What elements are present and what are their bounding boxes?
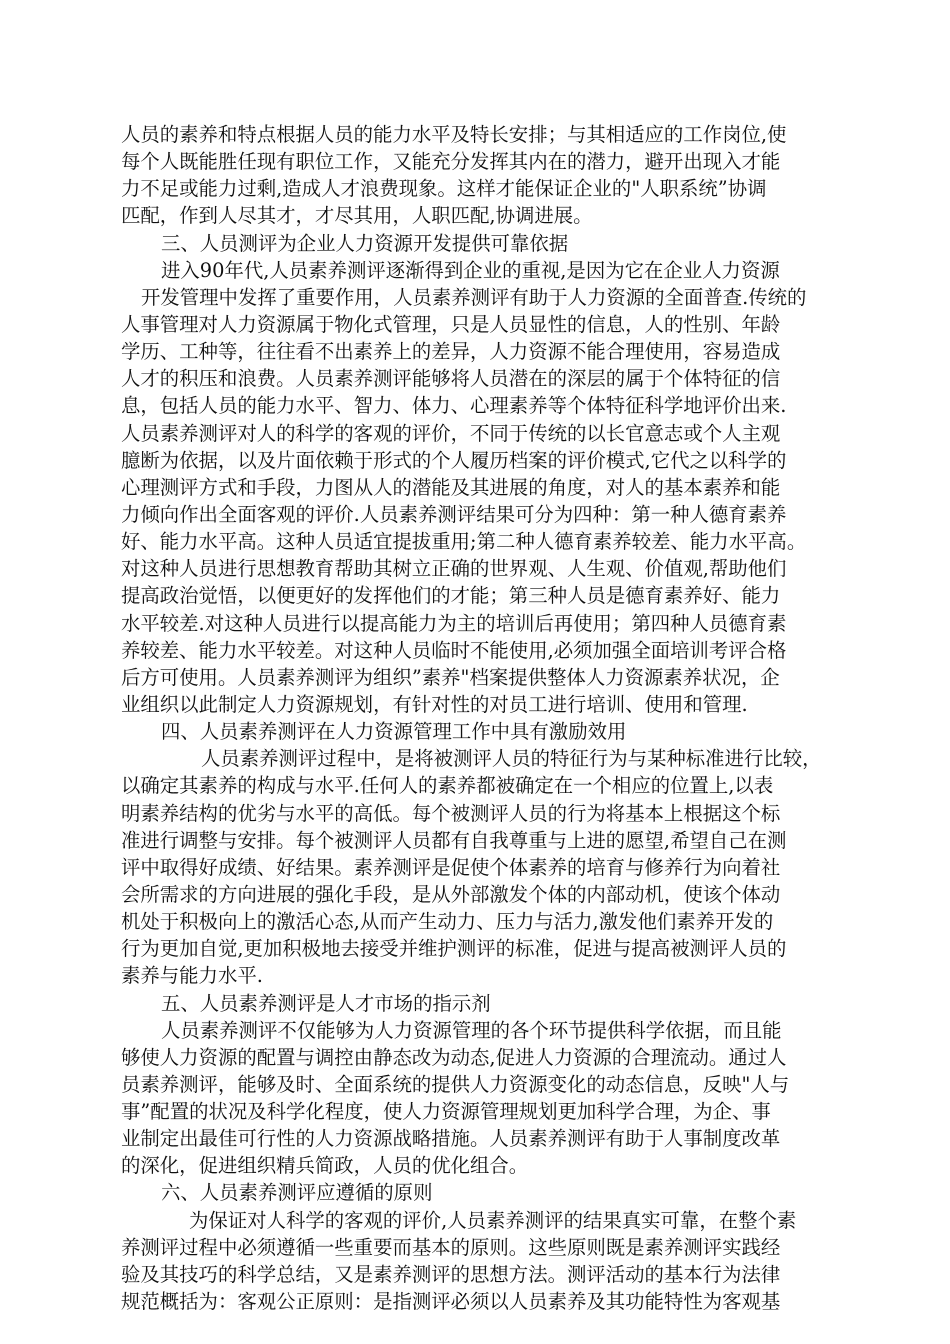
- body-text-line: 明素养结构的优劣与水平的高低。每个被测评人员的行为将基本上根据这个标: [121, 801, 781, 825]
- section-heading: 四、人员素养测评在人力资源管理工作中具有激励效用: [161, 720, 627, 744]
- body-text-line: 以确定其素养的构成与水平.任何人的素养都被确定在一个相应的位置上,以表: [121, 774, 774, 798]
- body-text-line: 学历、工种等，往往看不出素养上的差异，人力资源不能合理使用，容易造成: [121, 340, 781, 364]
- body-text-line: 人员素养测评过程中，是将被测评人员的特征行为与某种标准进行比较，: [201, 747, 822, 771]
- body-text-line: 素养与能力水平.: [121, 964, 263, 988]
- body-text-line: 员素养测评，能够及时、全面系统的提供人力资源变化的动态信息，反映"人与: [121, 1072, 790, 1096]
- body-text-line: 准进行调整与安排。每个被测评人员都有自我尊重与上进的愿望,希望自己在测: [121, 828, 787, 852]
- body-text-line: 够使人力资源的配置与调控由静态改为动态,促进人力资源的合理流动。通过人: [121, 1045, 787, 1069]
- body-text-line: 力不足或能力过剩,造成人才浪费现象。这样才能保证企业的"人职系统”协调: [121, 177, 767, 201]
- section-heading: 三、人员测评为企业人力资源开发提供可靠依据: [161, 231, 569, 255]
- section-heading: 五、人员素养测评是人才市场的指示剂: [161, 991, 491, 1015]
- body-text-line: 匹配，作到人尽其才，才尽其用，人职匹配,协调进展。: [121, 204, 593, 228]
- body-text-line: 好、能力水平高。这种人员适宜提拔重用;第二种人德育素养较差、能力水平高。: [121, 530, 807, 554]
- body-text-line: 会所需求的方向进展的强化手段，是从外部激发个体的内部动机，使该个体动: [121, 882, 781, 906]
- body-text-line: 人才的积压和浪费。人员素养测评能够将人员潜在的深层的属于个体特征的信: [121, 367, 781, 391]
- body-text-line: 水平较差.对这种人员进行以提高能力为主的培训后再使用；第四种人员德育素: [121, 611, 787, 635]
- body-text-line: 业制定出最佳可行性的人力资源战略措施。人员素养测评有助于人事制度改革: [121, 1127, 781, 1151]
- body-text-line: 人员素养测评对人的科学的客观的评价，不同于传统的以长官意志或个人主观: [121, 421, 781, 445]
- body-text-line: 业组织以此制定人力资源规划，有针对性的对员工进行培训、使用和管理.: [121, 692, 748, 716]
- body-text-line: 后方可使用。人员素养测评为组织”素养"档案提供整体人力资源素养状况，企: [121, 665, 780, 689]
- body-text-line: 养较差、能力水平较差。对这种人员临时不能使用,必须加强全面培训考评合格: [121, 638, 787, 662]
- body-text-line: 验及其技巧的科学总结，又是素养测评的思想方法。测评活动的基本行为法律: [121, 1262, 781, 1286]
- body-text-line: 人事管理对人力资源属于物化式管理，只是人员显性的信息，人的性别、年龄: [121, 312, 781, 336]
- body-text-line: 事”配置的状况及科学化程度，使人力资源管理规划更加科学合理，为企、事: [121, 1100, 771, 1124]
- body-text-line: 进入90年代,人员素养测评逐渐得到企业的重视,是因为它在企业人力资源: [161, 258, 780, 282]
- body-text-line: 臆断为依据，以及片面依赖于形式的个人履历档案的评价模式,它代之以科学的: [121, 448, 787, 472]
- body-text-line: 评中取得好成绩、好结果。素养测评是促使个体素养的培育与修养行为向着社: [121, 855, 781, 879]
- body-text-line: 每个人既能胜任现有职位工作，又能充分发挥其内在的潜力，避开出现入才能: [121, 150, 781, 174]
- body-text-line: 机处于积极向上的激活心态,从而产生动力、压力与活力,激发他们素养开发的: [121, 910, 774, 934]
- body-text-line: 心理测评方式和手段，力图从人的潜能及其进展的角度，对人的基本素养和能: [121, 475, 781, 499]
- body-text-line: 提高政治觉悟，以便更好的发挥他们的才能；第三种人员是德育素养好、能力: [121, 584, 781, 608]
- section-heading: 六、人员素养测评应遵循的原则: [161, 1181, 433, 1205]
- body-text-line: 规范概括为：客观公正原则：是指测评必须以人员素养及其功能特性为客观基: [121, 1290, 781, 1314]
- body-text-line: 开发管理中发挥了重要作用，人员素养测评有助于人力资源的全面普查.传统的: [141, 285, 807, 309]
- body-text-line: 为保证对人科学的客观的评价,人员素养测评的结果真实可靠，在整个素: [189, 1208, 797, 1232]
- body-text-line: 对这种人员进行思想教育帮助其树立正确的世界观、人生观、价值观,帮助他们: [121, 557, 787, 581]
- body-text-line: 人员素养测评不仅能够为人力资源管理的各个环节提供科学依据，而且能: [161, 1018, 782, 1042]
- body-text-line: 力倾向作出全面客观的评价.人员素养测评结果可分为四种：第一种人德育素养: [121, 502, 787, 526]
- body-text-line: 息，包括人员的能力水平、智力、体力、心理素养等个体特征科学地评价出来.: [121, 394, 787, 418]
- body-text-line: 养测评过程中必须遵循一些重要而基本的原则。这些原则既是素养测评实践经: [121, 1235, 781, 1259]
- body-text-line: 行为更加自觉,更加积极地去接受并维护测评的标准，促进与提高被测评人员的: [121, 937, 787, 961]
- body-text-line: 人员的素养和特点根据人员的能力水平及特长安排；与其相适应的工作岗位,使: [121, 123, 787, 146]
- body-text-line: 的深化，促进组织精兵简政，人员的优化组合。: [121, 1154, 529, 1178]
